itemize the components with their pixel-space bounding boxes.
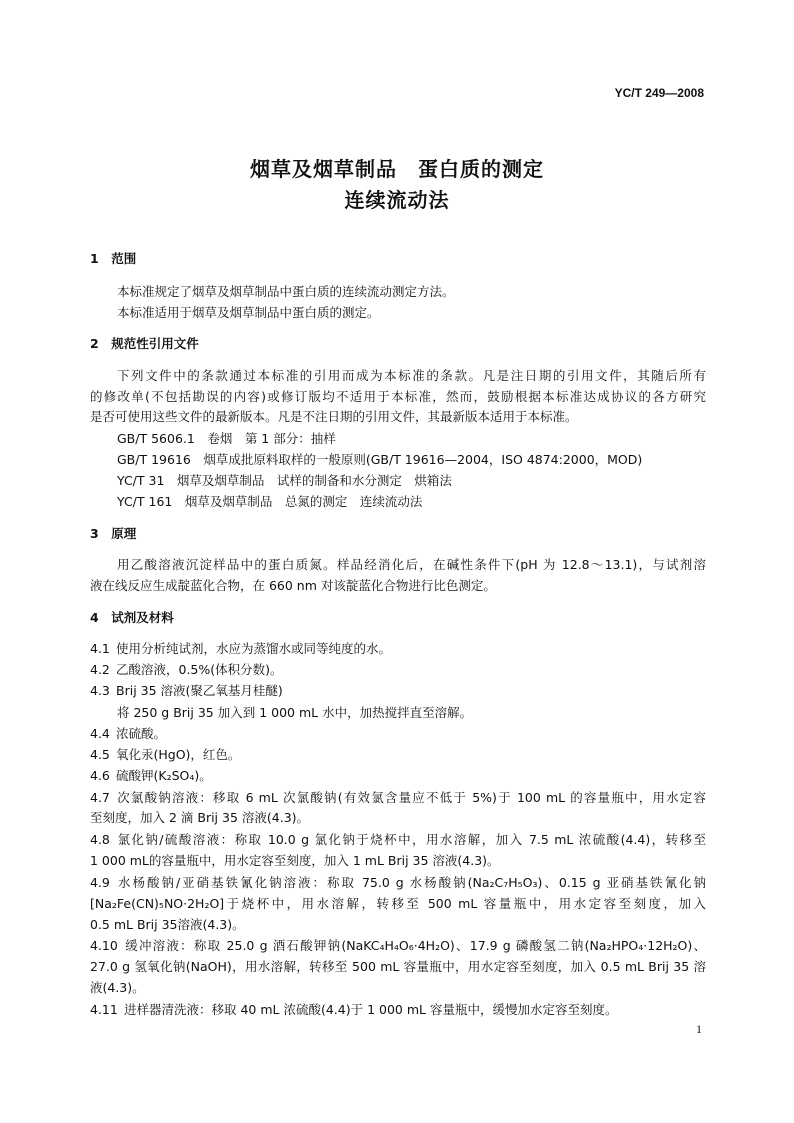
paragraph: 本标准适用于烟草及烟草制品中蛋白质的测定。 xyxy=(117,306,380,320)
item-number: 4.1 xyxy=(90,642,110,656)
item-text: Brij 35 溶液(聚乙氧基月桂醚) xyxy=(116,684,283,698)
item-number: 4.8 xyxy=(90,833,110,847)
list-item xyxy=(90,727,706,741)
item-text: 液(4.3)。 xyxy=(90,981,145,995)
item-text: 氧化汞(HgO)，红色。 xyxy=(116,748,241,762)
list-item xyxy=(90,833,706,847)
document-title: 烟草及烟草制品 蛋白质的测定 xyxy=(250,157,544,181)
list-item xyxy=(90,939,706,953)
item-text: 27.0 g 氢氧化钠(NaOH)，用水溶解，转移至 500 mL 容量瓶中，用水定容至刻度，加入 0.5 mL Brij 35 溶 xyxy=(90,960,706,974)
list-item xyxy=(90,663,706,677)
paragraph-line: 下列文件中的条款通过本标准的引用而成为本标准的条款。凡是注日期的引用文件，其随后所有 xyxy=(117,369,706,383)
item-number: 4.5 xyxy=(90,748,110,762)
item-number: 4.11 xyxy=(90,1003,118,1017)
section-heading-references: 2 规范性引用文件 xyxy=(90,337,199,351)
item-text: [Na₂Fe(CN)₅NO·2H₂O]于烧杯中，用水溶解，转移至 500 mL 容量瓶中，用水定容至刻度，加入 xyxy=(90,897,706,911)
list-item xyxy=(90,748,706,762)
paragraph-line: 是否可使用这些文件的最新版本。凡是不注日期的引用文件，其最新版本适用于本标准。 xyxy=(90,410,578,424)
reference-item: GB/T 19616 烟草成批原料取样的一般原则(GB/T 19616—2004，ISO 4874:2000，MOD) xyxy=(117,453,643,467)
item-number: 4.7 xyxy=(90,791,110,805)
list-item xyxy=(90,642,706,656)
item-number: 4.2 xyxy=(90,663,110,677)
item-text: 1 000 mL的容量瓶中，用水定容至刻度，加入 1 mL Brij 35 溶液(4.3)。 xyxy=(90,854,500,868)
reference-item: YC/T 31 烟草及烟草制品 试样的制备和水分测定 烘箱法 xyxy=(117,474,452,488)
item-text: 缓冲溶液：称取 25.0 g 酒石酸钾钠(NaKC₄H₄O₆·4H₂O)、17.9 g 磷酸氢二钠(Na₂HPO₄·12H₂O)、 xyxy=(124,939,706,953)
section-heading-scope: 1 范围 xyxy=(90,252,137,266)
list-item xyxy=(90,684,706,698)
list-item xyxy=(90,876,706,890)
paragraph-line: 液在线反应生成靛蓝化合物，在 660 nm 对该靛蓝化合物进行比色测定。 xyxy=(90,579,496,593)
paragraph-line: 的修改单(不包括勘误的内容)或修订版均不适用于本标准，然而，鼓励根据本标准达成协议的各方研究 xyxy=(90,390,706,404)
item-text: 氯化钠/硫酸溶液：称取 10.0 g 氯化钠于烧杯中，用水溶解，加入 7.5 mL 浓硫酸(4.4)，转移至 xyxy=(116,833,706,847)
paragraph: 本标准规定了烟草及烟草制品中蛋白质的连续流动测定方法。 xyxy=(117,285,455,299)
item-text: 浓硫酸。 xyxy=(116,727,167,741)
item-number: 4.3 xyxy=(90,684,110,698)
item-text: 次氯酸钠溶液：移取 6 mL 次氯酸钠(有效氯含量应不低于 5%)于 100 mL 的容量瓶中，用水定容 xyxy=(116,791,706,805)
section-heading-principle: 3 原理 xyxy=(90,527,137,541)
item-text: 水杨酸钠/亚硝基铁氰化钠溶液：称取 75.0 g 水杨酸钠(Na₂C₇H₅O₃)、0.15 g 亚硝基铁氰化钠 xyxy=(116,876,706,890)
item-number: 4.6 xyxy=(90,769,110,783)
document-subtitle: 连续流动法 xyxy=(344,188,450,212)
paragraph-line: 用乙酸溶液沉淀样品中的蛋白质氮。样品经消化后，在碱性条件下(pH 为 12.8～13.1)，与试剂溶 xyxy=(117,558,706,572)
section-heading-reagents: 4 试剂及材料 xyxy=(90,611,174,625)
item-number: 4.4 xyxy=(90,727,110,741)
item-text: 进样器清洗液：移取 40 mL 浓硫酸(4.4)于 1 000 mL 容量瓶中，缓慢加水定容至刻度。 xyxy=(124,1003,618,1017)
reference-item: YC/T 161 烟草及烟草制品 总氮的测定 连续流动法 xyxy=(117,495,423,509)
page-number: 1 xyxy=(696,1022,702,1036)
list-item xyxy=(90,769,706,783)
reference-item: GB/T 5606.1 卷烟 第 1 部分：抽样 xyxy=(117,432,336,446)
standard-code: YC/T 249—2008 xyxy=(614,86,704,100)
item-text: 使用分析纯试剂，水应为蒸馏水或同等纯度的水。 xyxy=(116,642,392,656)
list-item xyxy=(90,791,706,805)
item-text: 硫酸钾(K₂SO₄)。 xyxy=(116,769,212,783)
item-text: 将 250 g Brij 35 加入到 1 000 mL 水中，加热搅拌直至溶解。 xyxy=(117,706,473,720)
item-text: 乙酸溶液，0.5%(体积分数)。 xyxy=(116,663,283,677)
item-text: 0.5 mL Brij 35溶液(4.3)。 xyxy=(90,918,245,932)
item-text: 至刻度，加入 2 滴 Brij 35 溶液(4.3)。 xyxy=(90,811,310,825)
item-number: 4.10 xyxy=(90,939,118,953)
item-number: 4.9 xyxy=(90,876,110,890)
list-item xyxy=(90,1003,706,1017)
